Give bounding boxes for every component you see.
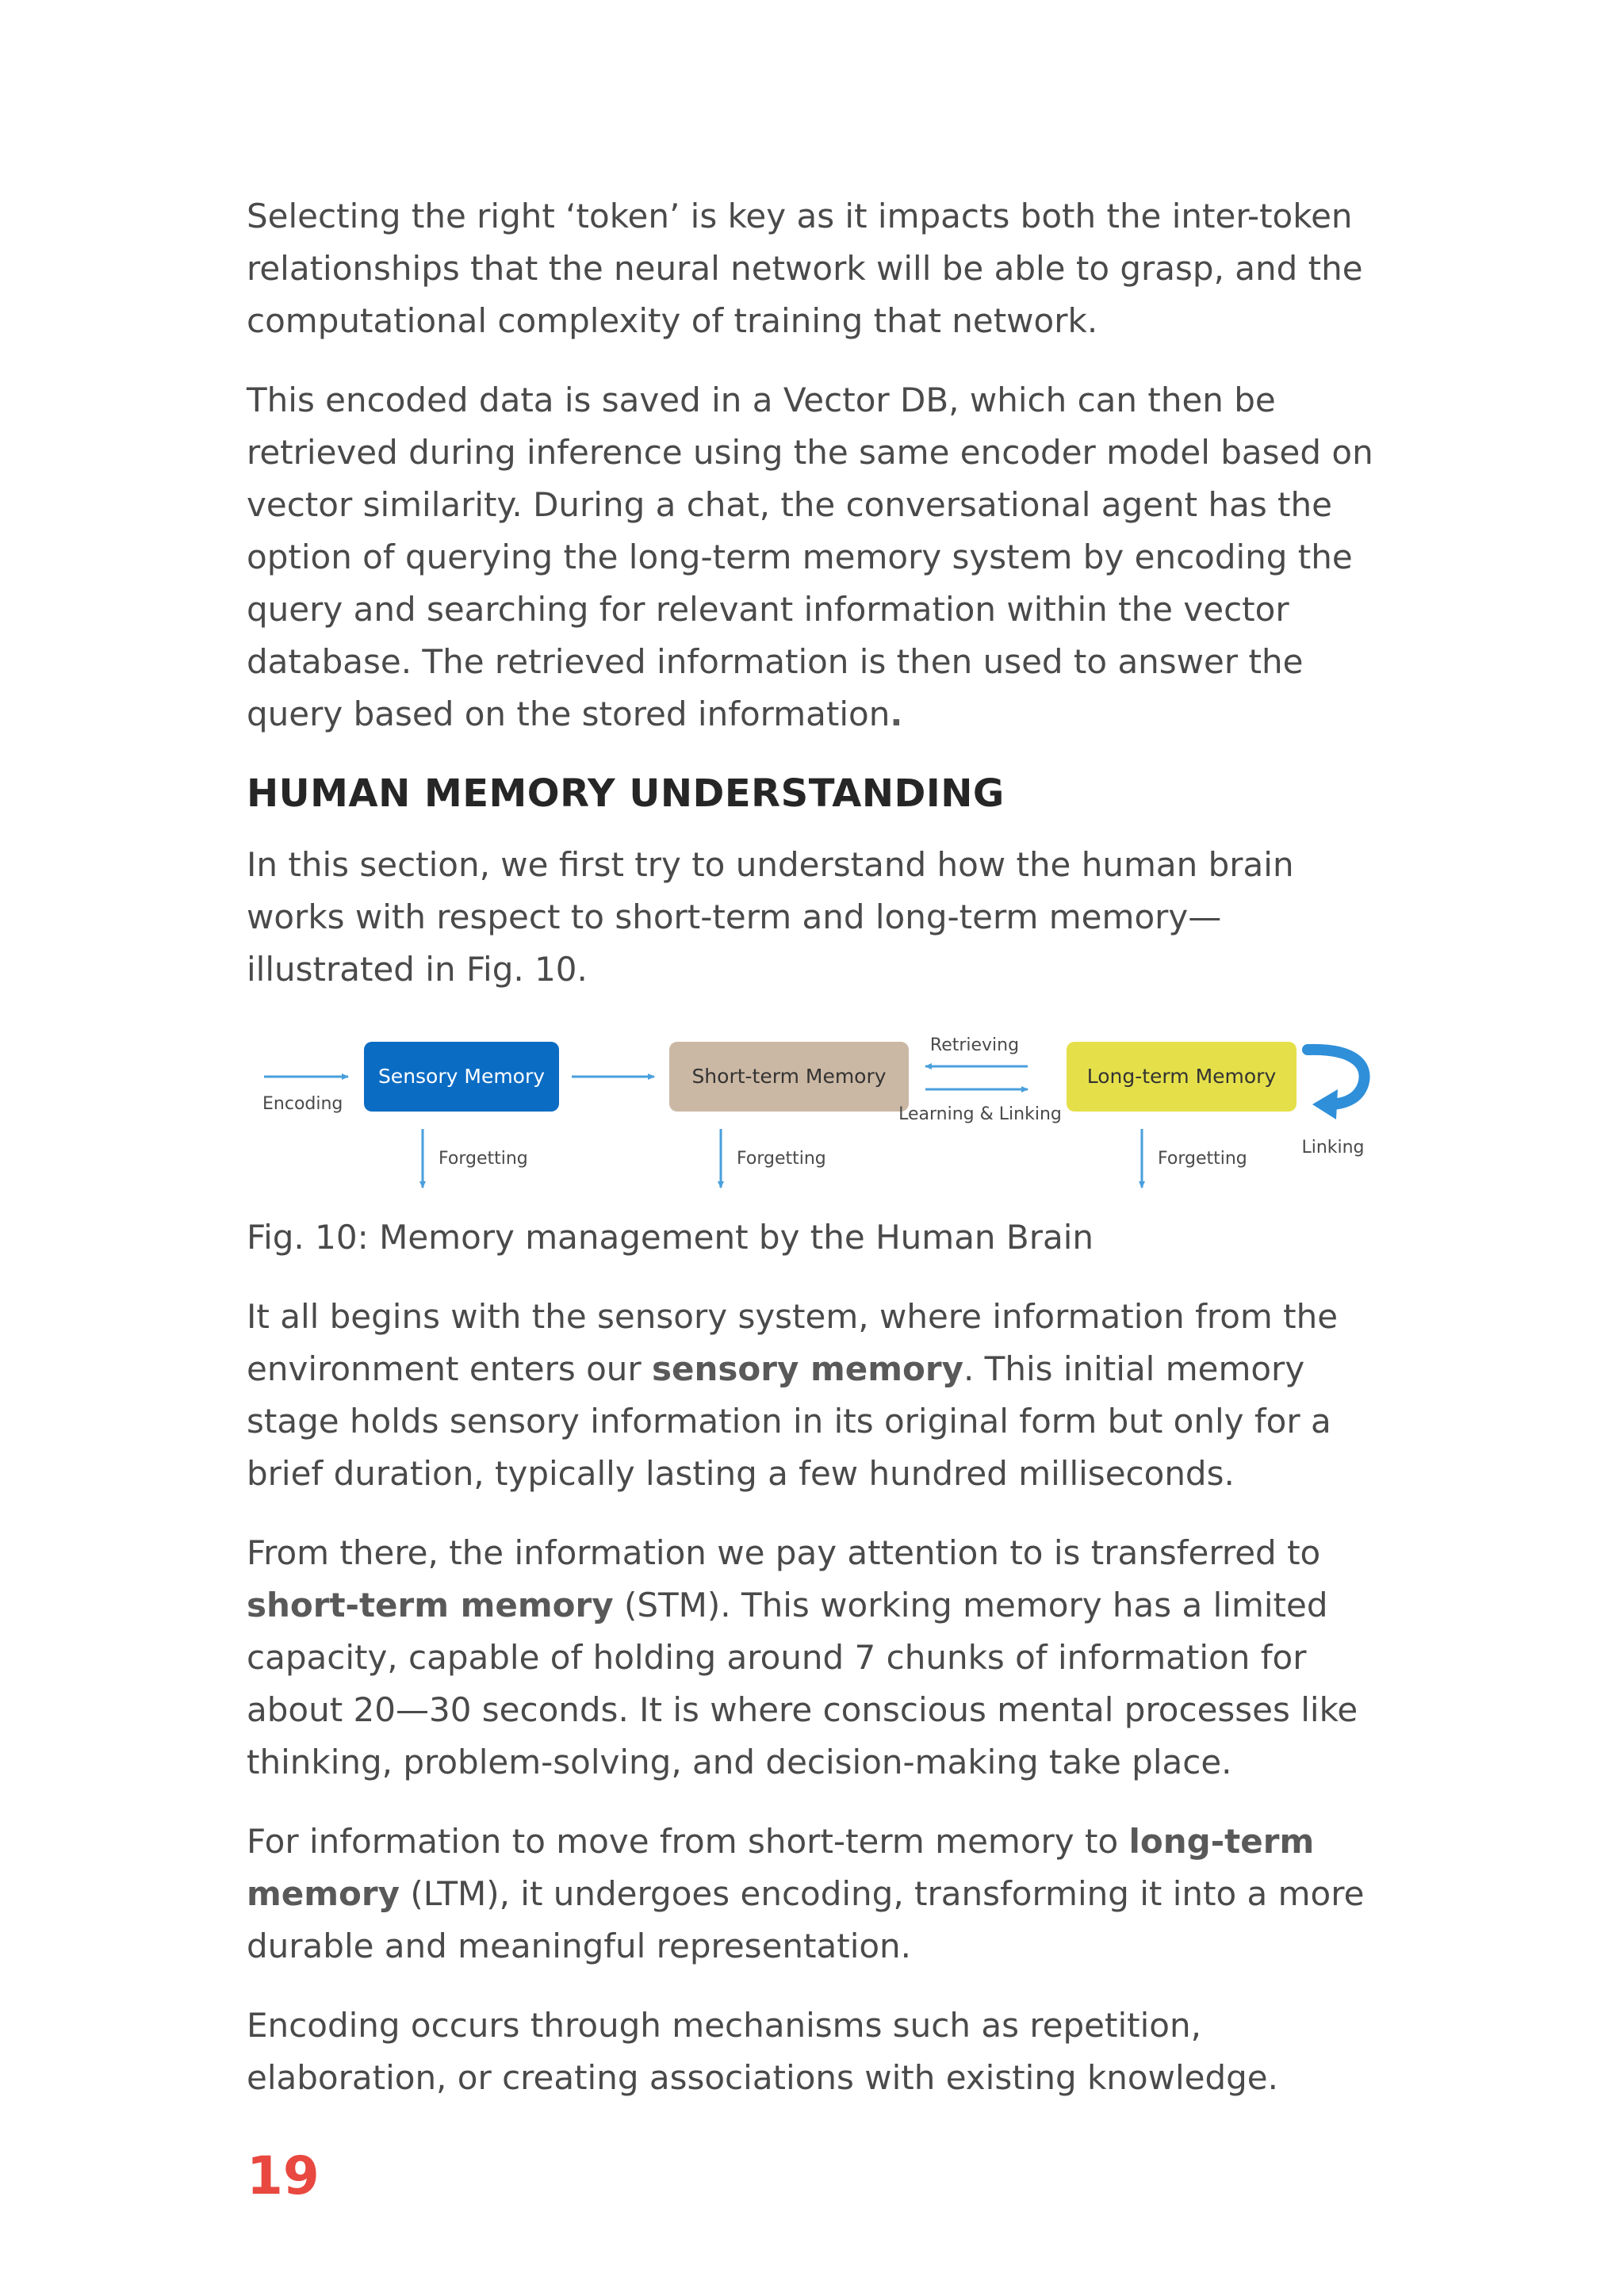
forgetting-label-sensory: Forgetting: [439, 1149, 528, 1169]
retrieving-label: Retrieving: [929, 1035, 1020, 1055]
paragraph-text: (LTM), it undergoes encoding, transforming it into a more durable and meaningful representation.: [247, 1874, 1365, 1965]
paragraph-long-term-memory: [247, 1816, 1388, 1973]
paragraph-text: For information to move from short-term memory to: [247, 1822, 1129, 1861]
paragraph-text: Encoding occurs through mechanisms such as repetition, elaboration, or creating associations with existing knowledge.: [247, 2006, 1278, 2097]
page-number: 19: [247, 2145, 320, 2206]
linking-loop-arrow: [1308, 1050, 1365, 1119]
long-term-memory-label: Long-term Memory: [1086, 1065, 1277, 1088]
bold-term-short-term: short-term memory: [247, 1586, 614, 1624]
bold-term-sensory: sensory memory: [652, 1349, 963, 1388]
paragraph-token-selection: [247, 190, 1388, 347]
memory-diagram: [247, 1023, 1388, 1202]
paragraph-short-term-memory: [247, 1527, 1388, 1789]
short-term-memory-label: Short-term Memory: [691, 1065, 887, 1088]
paragraph-text: (STM). This working memory has a limited capacity, capable of holding around 7 chunks of information for about 20—30 seconds. It is where conscious mental processes like thinking, problem-solving, and decision-making take place.: [247, 1586, 1358, 1781]
forgetting-label-long-term: Forgetting: [1158, 1149, 1247, 1169]
figure-caption: Fig. 10: Memory management by the Human Brain: [247, 1218, 1094, 1257]
bold-term-long-term: long-term memory: [247, 1822, 1315, 1913]
paragraph-text: . This initial memory stage holds sensory information in its original form but only for a brief duration, typically lasting a few hundred milliseconds.: [247, 1349, 1331, 1493]
document-page: [247, 190, 1388, 2131]
paragraph-end-period: .: [890, 695, 903, 733]
paragraph-intro: [247, 839, 1388, 996]
paragraph-text: This encoded data is saved in a Vector DB, which can then be retrieved during inference using the same encoder model based on vector similarity. During a chat, the conversational agent has the option of querying the long-term memory system by encoding the query and searching for relevant information within the vector database. The retrieved information is then used to answer the query based on the stored information: [247, 381, 1373, 733]
paragraph-text: Selecting the right ‘token’ is key as it impacts both the inter-token relationships that the neural network will be able to grasp, and the computational complexity of training that network.: [247, 197, 1363, 340]
linking-label: Linking: [1301, 1138, 1365, 1158]
paragraph-text: In this section, we first try to understand how the human brain works with respect to short-term and long-term memory— illustrated in Fig. 10.: [247, 845, 1294, 989]
paragraph-vector-db: [247, 374, 1388, 740]
paragraph-sensory-memory: [247, 1291, 1388, 1500]
memory-diagram-svg: [247, 1023, 1388, 1202]
paragraph-text: From there, the information we pay attention to is transferred to: [247, 1533, 1321, 1572]
sensory-memory-label: Sensory Memory: [377, 1065, 546, 1088]
learning-linking-label: Learning & Linking: [898, 1104, 1062, 1124]
forgetting-label-short-term: Forgetting: [737, 1149, 826, 1169]
section-heading: HUMAN MEMORY UNDERSTANDING: [247, 771, 1005, 816]
encoding-label: Encoding: [262, 1094, 343, 1114]
paragraph-text: It all begins with the sensory system, where information from the environment enters our: [247, 1297, 1339, 1388]
paragraph-encoding: [247, 1999, 1388, 2104]
